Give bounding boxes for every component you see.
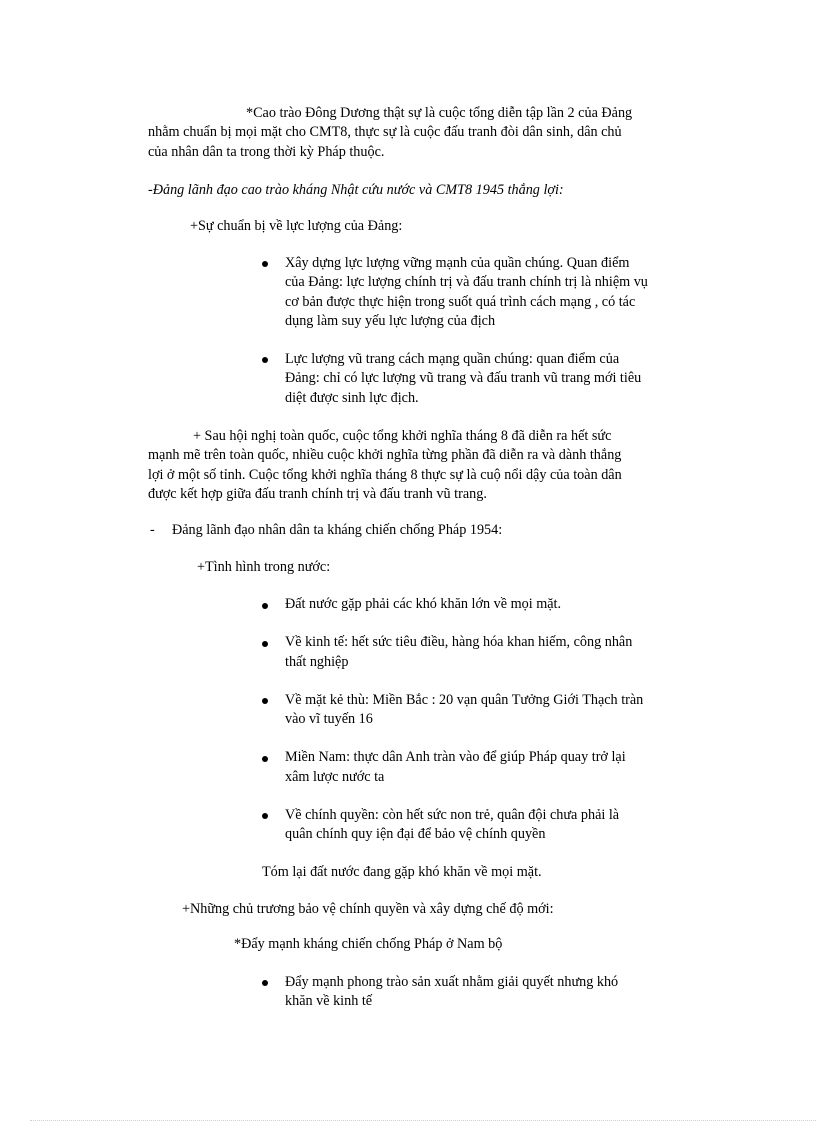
bullet-icon [262,756,268,762]
bullet-text: Về kinh tế: hết sức tiêu điều, hàng hóa khan hiếm, công nhân [285,634,633,650]
subheading: +Tình hình trong nước: [197,559,331,575]
bullet-text: thất nghiệp [285,654,349,670]
bullet-text: Lực lượng vũ trang cách mạng quần chúng: quan điểm của [285,351,620,367]
bullet-icon [262,357,268,363]
section-heading: -Đảng lãnh đạo cao trào kháng Nhật cứu nước và CMT8 1945 thắng lợi: [148,182,564,198]
paragraph-line: + Sau hội nghị toàn quốc, cuộc tổng khởi nghĩa tháng 8 đã diễn ra hết sức [193,428,612,444]
subheading: +Những chủ trương bảo vệ chính quyền và xây dựng chế độ mới: [182,901,554,917]
bullet-text: của Đảng: lực lượng chính trị và đấu tranh chính trị là nhiệm vụ [285,274,648,290]
bullet-icon [262,603,268,609]
summary-text: Tóm lại đất nước đang gặp khó khăn về mọi mặt. [262,864,542,880]
bullet-text: dụng làm suy yếu lực lượng của địch [285,313,496,329]
subheading: *Đẩy mạnh kháng chiến chống Pháp ở Nam bộ [234,936,503,952]
page-bottom-divider [30,1120,816,1121]
bullet-text: quân chính quy iện đại để bảo vệ chính quyền [285,826,546,842]
bullet-icon [262,813,268,819]
bullet-text: vào vĩ tuyến 16 [285,711,373,727]
paragraph-line: *Cao trào Đông Dương thật sự là cuộc tổng diễn tập lần 2 của Đảng [246,105,633,121]
bullet-text: Miền Nam: thực dân Anh tràn vào để giúp Pháp quay trở lại [285,749,626,765]
section-heading: Đảng lãnh đạo nhân dân ta kháng chiến chống Pháp 1954: [172,522,503,538]
paragraph-line: của nhân dân ta trong thời kỳ Pháp thuộc. [148,144,385,160]
bullet-text: diệt được sinh lực địch. [285,390,419,406]
bullet-text: Xây dựng lực lượng vững mạnh của quần chúng. Quan điểm [285,255,630,271]
bullet-text: Đất nước gặp phải các khó khăn lớn về mọi mặt. [285,596,562,612]
bullet-icon [262,698,268,704]
bullet-text: Về mặt kẻ thù: Miền Bắc : 20 vạn quân Tưởng Giới Thạch tràn [285,692,644,708]
bullet-text: cơ bản được thực hiện trong suốt quá trình cách mạng , có tác [285,294,636,310]
bullet-text: xâm lược nước ta [285,769,385,785]
bullet-icon [262,261,268,267]
bullet-text: Về chính quyền: còn hết sức non trẻ, quân đội chưa phải là [285,807,620,823]
bullet-text: Đảng: chỉ có lực lượng vũ trang và đấu tranh vũ trang mới tiêu [285,370,642,386]
paragraph-line: được kết hợp giữa đấu tranh chính trị và đấu tranh vũ trang. [148,486,487,502]
bullet-text: khăn về kinh tế [285,993,373,1009]
paragraph-line: lợi ở một số tỉnh. Cuộc tổng khởi nghĩa tháng 8 thực sự là cuộ nổi dậy của toàn dân [148,467,622,483]
bullet-text: Đẩy mạnh phong trào sản xuất nhằm giải quyết nhưng khó [285,974,619,990]
paragraph-line: nhằm chuẩn bị mọi mặt cho CMT8, thực sự là cuộc đấu tranh đòi dân sinh, dân chủ [148,124,622,140]
subheading: +Sự chuẩn bị về lực lượng của Đảng: [190,218,403,234]
paragraph-line: mạnh mẽ trên toàn quốc, nhiều cuộc khởi nghĩa từng phần đã diễn ra và dành thắng [148,447,622,463]
dash-marker: - [150,522,155,538]
bullet-icon [262,641,268,647]
bullet-icon [262,980,268,986]
